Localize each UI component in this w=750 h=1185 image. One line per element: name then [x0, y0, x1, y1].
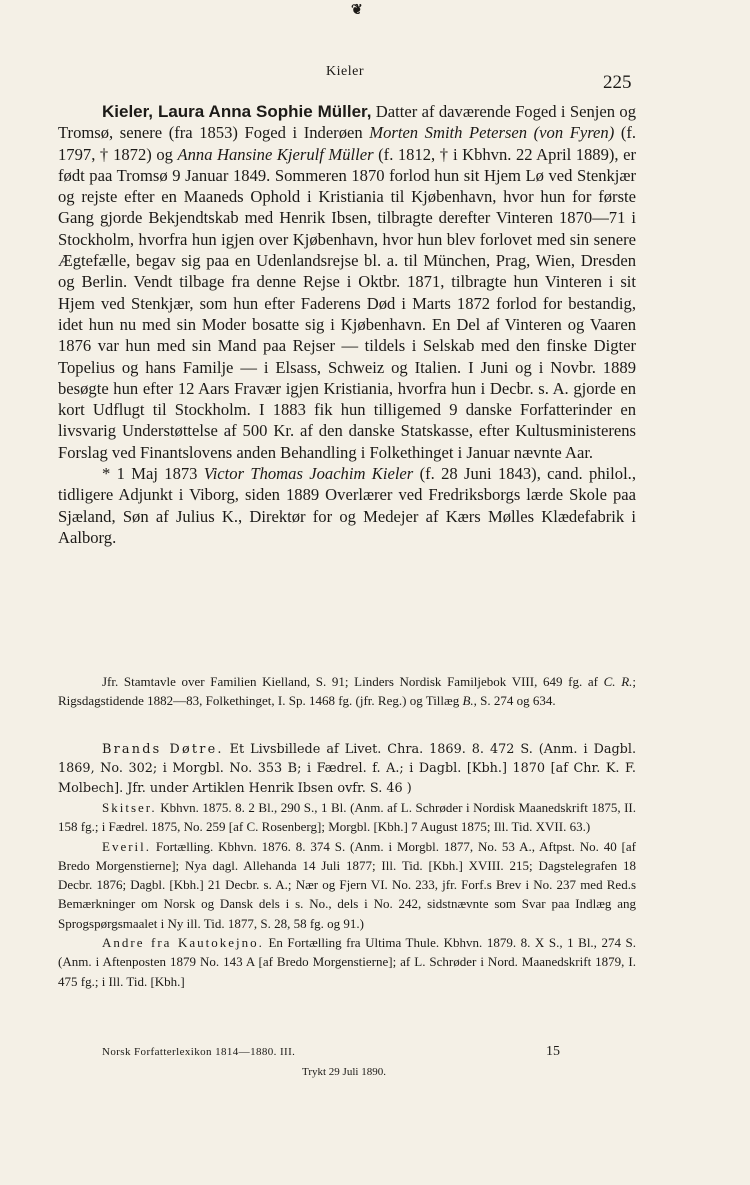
work-title: Brands Døtre.	[102, 742, 224, 757]
ref-appendix: B.	[462, 693, 474, 709]
entry-headword: Kieler, Laura Anna Sophie Müller,	[102, 102, 372, 121]
reference-paragraph	[58, 672, 636, 711]
fraktur-entry	[58, 740, 636, 798]
footer-series: Norsk Forfatterlexikon 1814—1880. III.	[102, 1046, 296, 1058]
entry-text: Datter af daværende Foged i Senjen og Tromsø, senere (fra 1853) Foged i Inderøen	[58, 102, 636, 143]
work-entry	[58, 837, 636, 933]
entry-paragraph-2	[58, 463, 636, 548]
page-number: 225	[603, 72, 632, 93]
husband-name: Victor Thomas Joachim Kieler	[203, 464, 414, 484]
ref-text: ; Rigsdagstidende 1882—83, Folkethinget, I. Sp. 1468 fg. (jfr. Reg.) og Tillæg	[58, 674, 637, 709]
print-date: Trykt 29 Juli 1890.	[302, 1066, 386, 1078]
entry-body	[58, 101, 636, 548]
running-head: Kieler	[326, 64, 364, 79]
entry-text: (f. 1812, † i Kbhvn. 22 April 1889), er født paa Tromsø 9 Januar 1849. Sommeren 1870 forlod hun sit Hjem Lø ved Stenkjær og rejste efter en Maaneds Ophold i Kristiania til Kjøbenhavn, hvor hun for første Gang gjorde Bekjendtskab med Henrik Ibsen, tilbragte derefter Vinteren 1870—71 i Stockholm, hvorfra hun igjen over Kjøbenhavn, hvor hun blev forlovet med sin senere Ægtefælle, begav sig paa en Udenlandsrejse bl. a. til München, Prag, Wien, Dresden og Berlin. Vendt tilbage fra denne Rejse i Oktbr. 1871, tilbragte hun Vinteren i sit Hjem ved Stenkjær, som hun efter Faderens Død i Marts 1872 forlod for bestandig, idet hun nu med sin Moder bosatte sig i Kjøbenhavn. En Del af Vinteren og Vaaren 1876 var hun med sin Mand paa Rejser — tildels i Selskab med den finske Digter Topelius og hans Familje — i Elsass, Schweiz og Italien. I Juni og i Novbr. 1889 besøgte hun efter 12 Aars Fravær igjen Kristiania, hvorfra hun i Decbr. s. A. gjorde en kort Udflugt til Stockholm. I 1883 fik hun tilligemed 9 danske Forfatterinder en livsvarig Understøttelse af 500 Kr. af den danske Statskasse, efter Kultusministerens Forslag ved Finantslovens anden Behandling i Folkethinget i Januar nævnte Aar.	[58, 144, 637, 462]
references	[58, 672, 636, 711]
work-title: Everil.	[102, 838, 152, 854]
work-details: Fortælling. Kbhvn. 1876. 8. 374 S. (Anm. i Morgbl. 1877, No. 53 A., Aftpst. No. 40 [af Bredo Morgenstierne]; Nya dagl. Allehanda 14 Juli 1877; Ill. Tid. [Kbh.] XVIII. 215; Dagstelegrafen 18 Decbr. 1876; Dagbl. [Kbh.] 21 Decbr. s. A.; Nær og Fjern VI. No. 233, jfr. Forf.s Brev i No. 237 med Red.s Bemærkninger om Norsk og Dansk dels i s. No., dels i No. 242, sidstnævnte som Svar paa Indlæg ang Sprogspørgsmaalet i Ny ill. Tid. 1877, S. 28, 58 fg. og 91.)	[58, 838, 636, 931]
printer-mark: ❦	[351, 2, 363, 18]
signature-mark: 15	[546, 1044, 560, 1059]
work-details: Et Livsbillede af Livet. Chra. 1869. 8. 472 S. (Anm. i Dagbl. 1869, No. 302; i Morgbl. No. 353 B; i Fædrel. f. A.; i Dagbl. [Kbh.] 1870 [af Chr. K. F. Molbech]. Jfr. under Artiklen Henrik Ibsen ovfr. S. 46 )	[58, 742, 637, 796]
work-title: Skitser.	[102, 800, 157, 815]
ref-text: Jfr. Stamtavle over Familien Kielland, S. 91; Linders Nordisk Familjebok VIII, 649 fg. af	[102, 674, 598, 689]
entry-text: (f. 28 Juni 1843), cand. philol., tidligere Adjunkt i Viborg, siden 1889 Overlærer ved Fredriksborgs lærde Skole paa Sjæland, Søn af Julius K., Direktør for og Medejer af Kærs Mølles Klædefabrik i Aalborg.	[58, 464, 636, 547]
entry-text: (f. 1797, † 1872) og	[58, 123, 637, 164]
marriage-date: * 1 Maj 1873	[102, 464, 198, 484]
work-entry	[58, 933, 636, 991]
work-entry	[58, 798, 636, 837]
ref-text: , S. 274 og 634.	[473, 693, 556, 709]
works-list	[58, 798, 636, 991]
father-name: Morten Smith Petersen (von Fyren)	[369, 123, 615, 143]
work-details: Kbhvn. 1875. 8. 2 Bl., 290 S., 1 Bl. (Anm. af L. Schrøder i Nordisk Maanedskrift 1875, II. 158 fg.; i Fædrel. 1875, No. 259 [af C. Rosenberg]; Morgbl. [Kbh.] 7 August 1875; Ill. Tid. XVII. 63.)	[58, 800, 637, 835]
fraktur-paragraph	[58, 740, 636, 798]
entry-paragraph-1	[58, 101, 636, 463]
work-details: En Fortælling fra Ultima Thule. Kbhvn. 1879. 8. X S., 1 Bl., 274 S. (Anm. i Aftenposten 1879 No. 143 A [af Bredo Morgenstierne]; af L. Schrøder i Nord. Maanedskrift 1879, I. 475 fg.; i Ill. Tid. [Kbh.]	[58, 935, 636, 989]
work-title: Andre fra Kautokejno.	[102, 935, 264, 951]
mother-name: Anna Hansine Kjerulf Müller	[177, 144, 374, 164]
ref-author: C. R.	[603, 674, 633, 689]
